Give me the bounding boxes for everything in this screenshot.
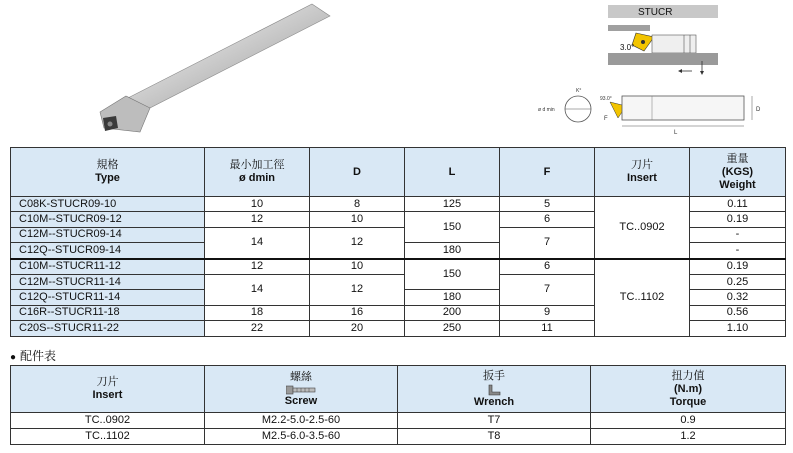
angle-label: 3.0° bbox=[620, 43, 635, 52]
wrench-icon bbox=[486, 384, 502, 396]
type-cell: C12Q--STUCR09-14 bbox=[11, 243, 205, 259]
header-acc-screw: 螺絲 Screw bbox=[205, 366, 398, 413]
acc-torque-cell: 1.2 bbox=[591, 429, 786, 445]
d-cell: 20 bbox=[310, 321, 405, 336]
l-cell: 200 bbox=[405, 305, 500, 320]
dmin-cell: 10 bbox=[205, 197, 310, 212]
table-row bbox=[11, 413, 786, 429]
weight-cell: 0.19 bbox=[690, 259, 786, 275]
product-illustration-area bbox=[0, 0, 793, 148]
dimension-diagram bbox=[534, 84, 774, 142]
header-acc-wrench: 扳手 Wrench bbox=[398, 366, 591, 413]
f-label: F bbox=[604, 116, 608, 122]
angle-r-label: 93.0° bbox=[600, 96, 612, 102]
dmin-cell: 14 bbox=[205, 227, 310, 258]
header-type: 規格 Type bbox=[11, 148, 205, 197]
f-cell: 7 bbox=[500, 227, 595, 258]
spec-table bbox=[10, 147, 786, 337]
l-cell: 125 bbox=[405, 197, 500, 212]
screw-icon bbox=[286, 385, 316, 395]
accessories-title: ● 配件表 bbox=[10, 349, 57, 363]
f-cell: 7 bbox=[500, 274, 595, 305]
dmin-label: ø d min bbox=[538, 107, 555, 113]
l-cell: 150 bbox=[405, 212, 500, 243]
table-row bbox=[11, 197, 786, 212]
d-cell: 12 bbox=[310, 274, 405, 305]
table-row bbox=[11, 429, 786, 445]
insert-cell: TC..1102 bbox=[595, 259, 690, 336]
k-label: K° bbox=[576, 88, 582, 94]
weight-cell: 0.19 bbox=[690, 212, 786, 227]
acc-screw-cell: M2.5-6.0-3.5-60 bbox=[205, 429, 398, 445]
accessories-table bbox=[10, 365, 786, 445]
header-acc-insert: 刀片 Insert bbox=[11, 366, 205, 413]
type-cell: C10M--STUCR11-12 bbox=[11, 259, 205, 275]
acc-screw-cell: M2.2-5.0-2.5-60 bbox=[205, 413, 398, 429]
acc-torque-cell: 0.9 bbox=[591, 413, 786, 429]
insert-cell: TC..0902 bbox=[595, 197, 690, 259]
f-cell: 6 bbox=[500, 212, 595, 227]
bullet-icon: ● bbox=[10, 352, 17, 363]
weight-cell: 0.56 bbox=[690, 305, 786, 320]
f-cell: 11 bbox=[500, 321, 595, 336]
d-cell: 8 bbox=[310, 197, 405, 212]
acc-insert-cell: TC..1102 bbox=[11, 429, 205, 445]
acc-wrench-cell: T8 bbox=[398, 429, 591, 445]
weight-cell: 0.11 bbox=[690, 197, 786, 212]
header-acc-torque: 扭力值 (N.m) Torque bbox=[591, 366, 786, 413]
header-f: F bbox=[500, 148, 595, 197]
d-cell: 16 bbox=[310, 305, 405, 320]
l-cell: 180 bbox=[405, 243, 500, 259]
header-l: L bbox=[405, 148, 500, 197]
f-cell: 6 bbox=[500, 259, 595, 275]
f-cell: 5 bbox=[500, 197, 595, 212]
acc-insert-cell: TC..0902 bbox=[11, 413, 205, 429]
stucr-label: STUCR bbox=[638, 7, 673, 18]
l-label: L bbox=[674, 130, 678, 136]
dmin-cell: 12 bbox=[205, 212, 310, 227]
l-cell: 150 bbox=[405, 259, 500, 290]
table-row bbox=[11, 259, 786, 275]
weight-cell: - bbox=[690, 243, 786, 259]
stucr-section-diagram bbox=[608, 5, 718, 75]
header-dmin: 最小加工徑 ø dmin bbox=[205, 148, 310, 197]
d-label: D bbox=[756, 107, 761, 113]
weight-cell: - bbox=[690, 227, 786, 242]
type-cell: C20S--STUCR11-22 bbox=[11, 321, 205, 336]
d-cell: 10 bbox=[310, 259, 405, 275]
dmin-cell: 18 bbox=[205, 305, 310, 320]
type-cell: C12Q--STUCR11-14 bbox=[11, 290, 205, 305]
f-cell: 9 bbox=[500, 305, 595, 320]
type-cell: C12M--STUCR11-14 bbox=[11, 274, 205, 289]
type-cell: C10M--STUCR09-12 bbox=[11, 212, 205, 227]
dmin-cell: 14 bbox=[205, 274, 310, 305]
weight-cell: 0.25 bbox=[690, 274, 786, 289]
d-cell: 10 bbox=[310, 212, 405, 227]
l-cell: 180 bbox=[405, 290, 500, 305]
weight-cell: 1.10 bbox=[690, 321, 786, 336]
type-cell: C16R--STUCR11-18 bbox=[11, 305, 205, 320]
weight-cell: 0.32 bbox=[690, 290, 786, 305]
l-cell: 250 bbox=[405, 321, 500, 336]
d-cell: 12 bbox=[310, 227, 405, 258]
type-cell: C08K-STUCR09-10 bbox=[11, 197, 205, 212]
header-insert: 刀片 Insert bbox=[595, 148, 690, 197]
type-cell: C12M--STUCR09-14 bbox=[11, 227, 205, 242]
header-weight: 重量 (KGS) Weight bbox=[690, 148, 786, 197]
dmin-cell: 12 bbox=[205, 259, 310, 275]
dmin-cell: 22 bbox=[205, 321, 310, 336]
header-d: D bbox=[310, 148, 405, 197]
acc-wrench-cell: T7 bbox=[398, 413, 591, 429]
